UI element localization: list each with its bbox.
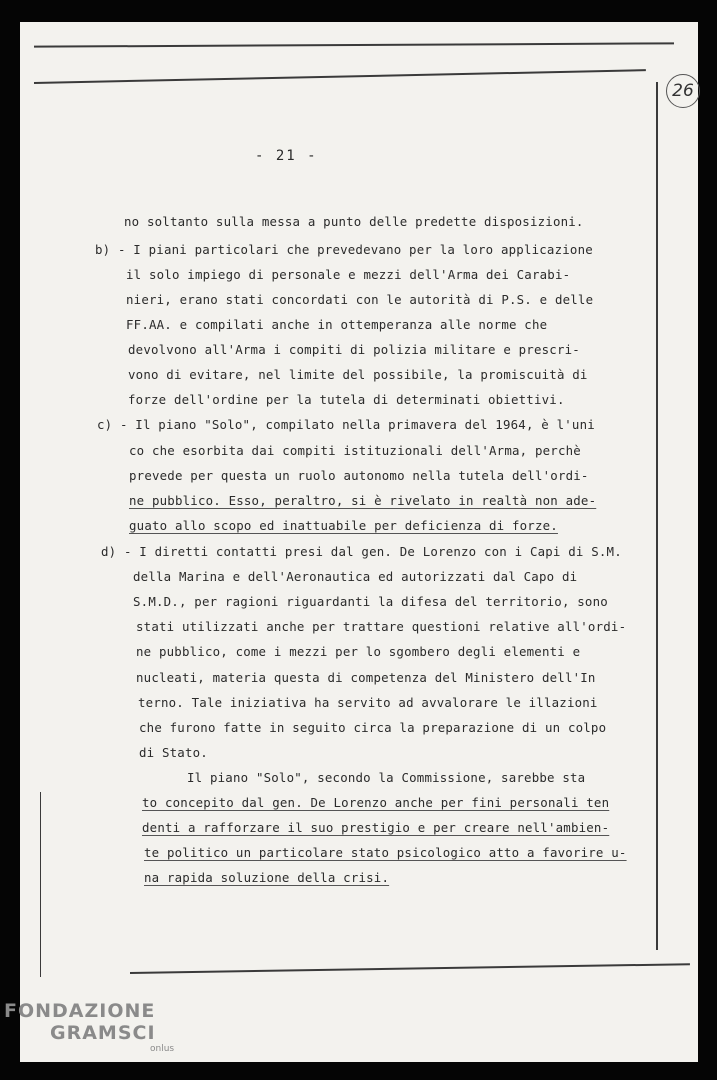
text-line: forze dell'ordine per la tutela di determinati obiettivi. (128, 392, 565, 407)
text-line: no soltanto sulla messa a punto delle predette disposizioni. (124, 214, 584, 229)
text-line: nieri, erano stati concordati con le autorità di P.S. e delle (126, 292, 594, 307)
text-line: guato allo scopo ed inattuabile per deficienza di forze. (129, 518, 558, 533)
text-line: vono di evitare, nel limite del possibile, la promiscuità di (128, 367, 588, 382)
text-line: che furono fatte in seguito circa la preparazione di un colpo (139, 720, 607, 735)
right-border-rule (656, 82, 658, 950)
text-line: b) - I piani particolari che prevedevano per la loro applicazione (95, 242, 593, 257)
text-line: S.M.D., per ragioni riguardanti la difesa del territorio, sono (133, 594, 608, 609)
text-line: prevede per questa un ruolo autonomo nella tutela dell'ordi- (129, 468, 589, 483)
top-rule-upper (34, 42, 674, 47)
watermark-sub: onlus (150, 1044, 175, 1054)
text-line: FF.AA. e compilati anche in ottemperanza alle norme che (126, 317, 548, 332)
document-page (20, 22, 698, 1062)
archive-page-number: 26 (666, 74, 700, 108)
text-line: c) - Il piano "Solo", compilato nella primavera del 1964, è l'uni (97, 417, 595, 432)
text-line: Il piano "Solo", secondo la Commissione, sarebbe sta (187, 770, 586, 785)
bottom-rule (130, 963, 690, 973)
text-line: della Marina e dell'Aeronautica ed autorizzati dal Capo di (133, 569, 578, 584)
text-line: ne pubblico, come i mezzi per lo sgombero degli elementi e (136, 644, 581, 659)
top-rule-lower (34, 69, 646, 84)
text-line: te politico un particolare stato psicologico atto a favorire u- (144, 845, 627, 860)
watermark-line2: GRAMSCI (50, 1022, 156, 1044)
text-line: il solo impiego di personale e mezzi dell'Arma dei Carabi- (126, 267, 571, 282)
text-line: ne pubblico. Esso, peraltro, si è rivelato in realtà non ade- (129, 493, 597, 508)
page-number: - 21 - (255, 148, 318, 164)
text-line: nucleati, materia questa di competenza del Ministero dell'In (136, 670, 596, 685)
text-line: d) - I diretti contatti presi dal gen. De Lorenzo con i Capi di S.M. (101, 544, 622, 559)
text-line: di Stato. (139, 745, 208, 760)
archive-watermark (4, 1000, 174, 1060)
text-line: terno. Tale iniziativa ha servito ad avvalorare le illazioni (138, 695, 598, 710)
text-line: stati utilizzati anche per trattare questioni relative all'ordi- (136, 619, 627, 634)
text-line: devolvono all'Arma i compiti di polizia militare e prescri- (128, 342, 580, 357)
text-line: to concepito dal gen. De Lorenzo anche per fini personali ten (142, 795, 610, 810)
text-line: na rapida soluzione della crisi. (144, 870, 390, 885)
left-border-rule (40, 792, 41, 977)
text-line: co che esorbita dai compiti istituzionali dell'Arma, perchè (129, 443, 581, 458)
watermark-line1: FONDAZIONE (4, 1000, 156, 1022)
text-line: denti a rafforzare il suo prestigio e per creare nell'ambien- (142, 820, 610, 835)
